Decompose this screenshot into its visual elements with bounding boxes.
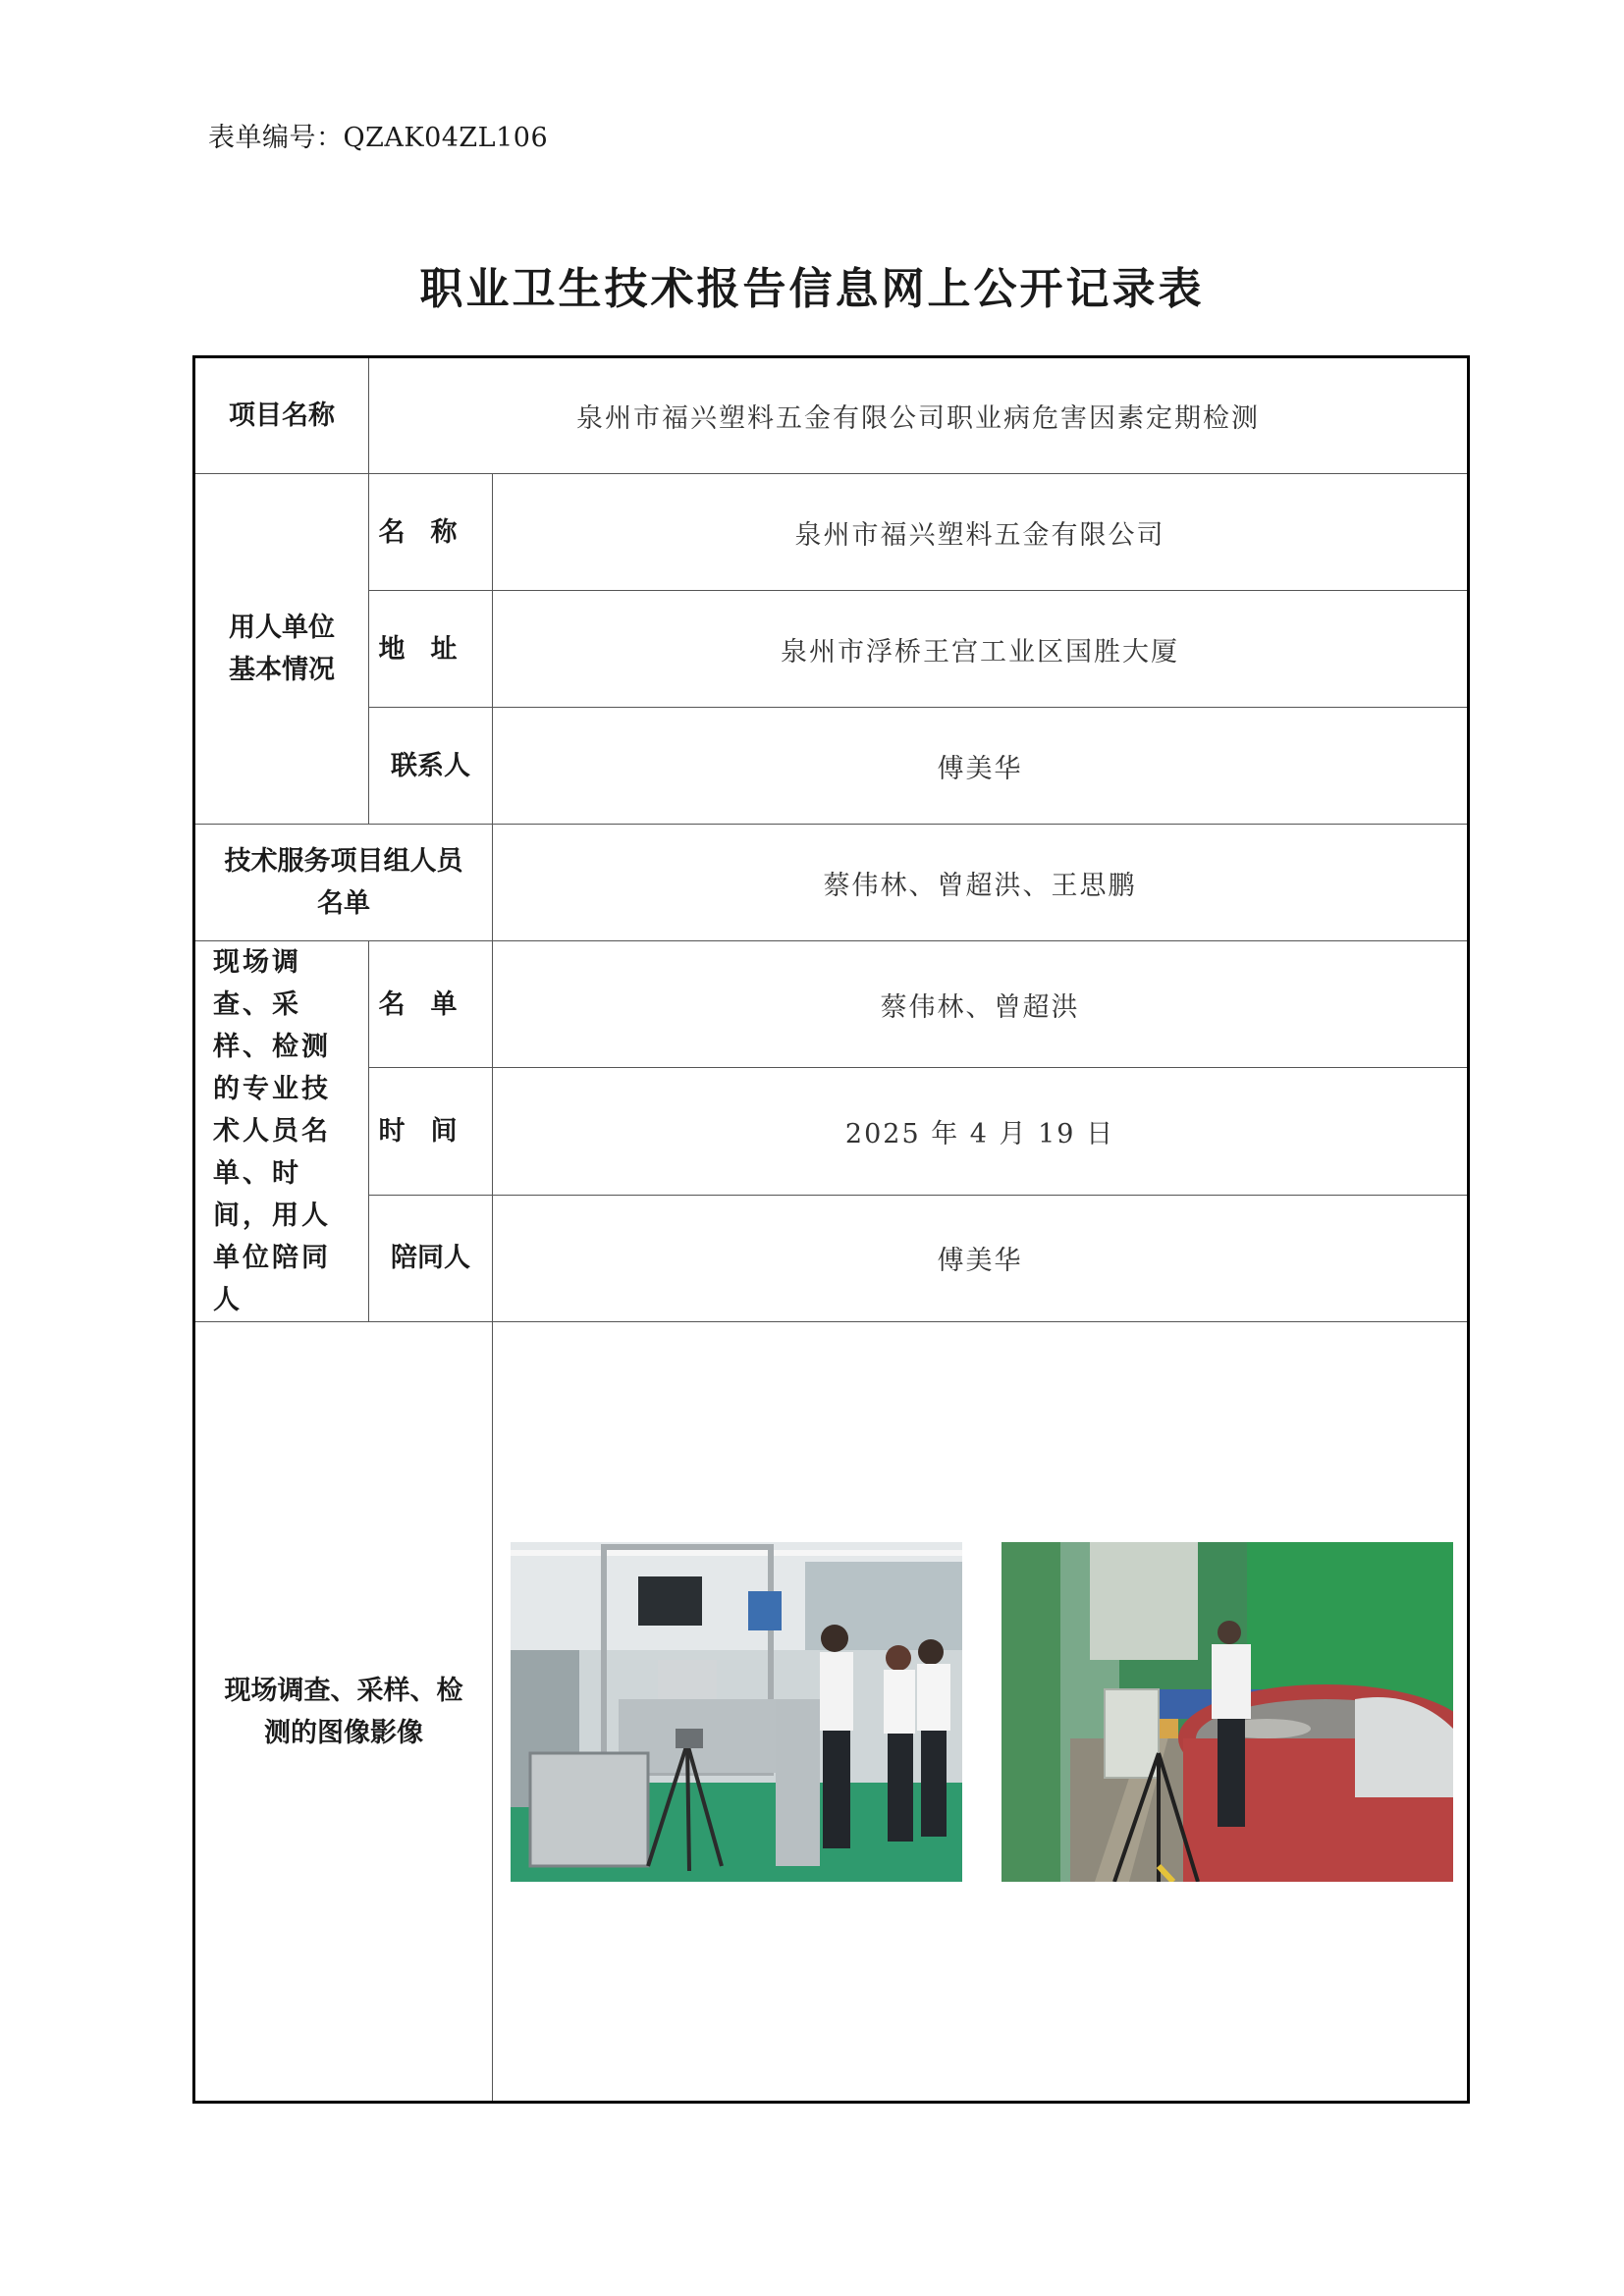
field-escort-label: 陪同人 — [369, 1195, 493, 1321]
employer-address-label: 地址 — [369, 591, 493, 708]
photo-assembly-workshop — [511, 1542, 962, 1882]
field-names-label: 名单 — [369, 941, 493, 1068]
team-value: 蔡伟林、曾超洪、王思鹏 — [493, 825, 1469, 941]
employer-address-value: 泉州市浮桥王宫工业区国胜大厦 — [493, 591, 1469, 708]
form-number: 表单编号：QZAK04ZL106 — [208, 123, 549, 153]
team-label: 技术服务项目组人员名单 — [194, 825, 493, 941]
photo-tumbling-machine-corridor — [1001, 1542, 1453, 1882]
record-table — [192, 355, 1470, 2104]
images-cell — [493, 1322, 1469, 2103]
images-label: 现场调查、采样、检测的图像影像 — [194, 1322, 493, 2103]
field-time-row — [194, 1068, 1469, 1195]
images-row — [194, 1322, 1469, 2103]
field-escort-value: 傅美华 — [493, 1195, 1469, 1321]
employer-contact-label: 联系人 — [369, 708, 493, 825]
employer-info-label: 用人单位基本情况 — [194, 474, 369, 825]
employer-contact-row — [194, 708, 1469, 825]
project-name-label: 项目名称 — [194, 357, 369, 474]
field-time-label: 时间 — [369, 1068, 493, 1195]
employer-name-row — [194, 474, 1469, 591]
project-name-value: 泉州市福兴塑料五金有限公司职业病危害因素定期检测 — [369, 357, 1469, 474]
field-escort-row — [194, 1195, 1469, 1321]
photo-strip — [493, 1542, 1467, 1882]
field-names-value: 蔡伟林、曾超洪 — [493, 941, 1469, 1068]
employer-name-value: 泉州市福兴塑料五金有限公司 — [493, 474, 1469, 591]
document-title: 职业卫生技术报告信息网上公开记录表 — [419, 264, 1205, 314]
employer-contact-value: 傅美华 — [493, 708, 1469, 825]
tumbling-corridor-image — [1001, 1542, 1453, 1882]
project-name-row — [194, 357, 1469, 474]
field-names-row — [194, 941, 1469, 1068]
assembly-workshop-image — [511, 1542, 962, 1882]
employer-address-row — [194, 591, 1469, 708]
field-staff-label: 现场调查、采样、检测的专业技术人员名单、时间，用人单位陪同人 — [194, 941, 369, 1322]
employer-name-label: 名称 — [369, 474, 493, 591]
team-row — [194, 825, 1469, 941]
field-time-value: 2025 年 4 月 19 日 — [493, 1068, 1469, 1195]
